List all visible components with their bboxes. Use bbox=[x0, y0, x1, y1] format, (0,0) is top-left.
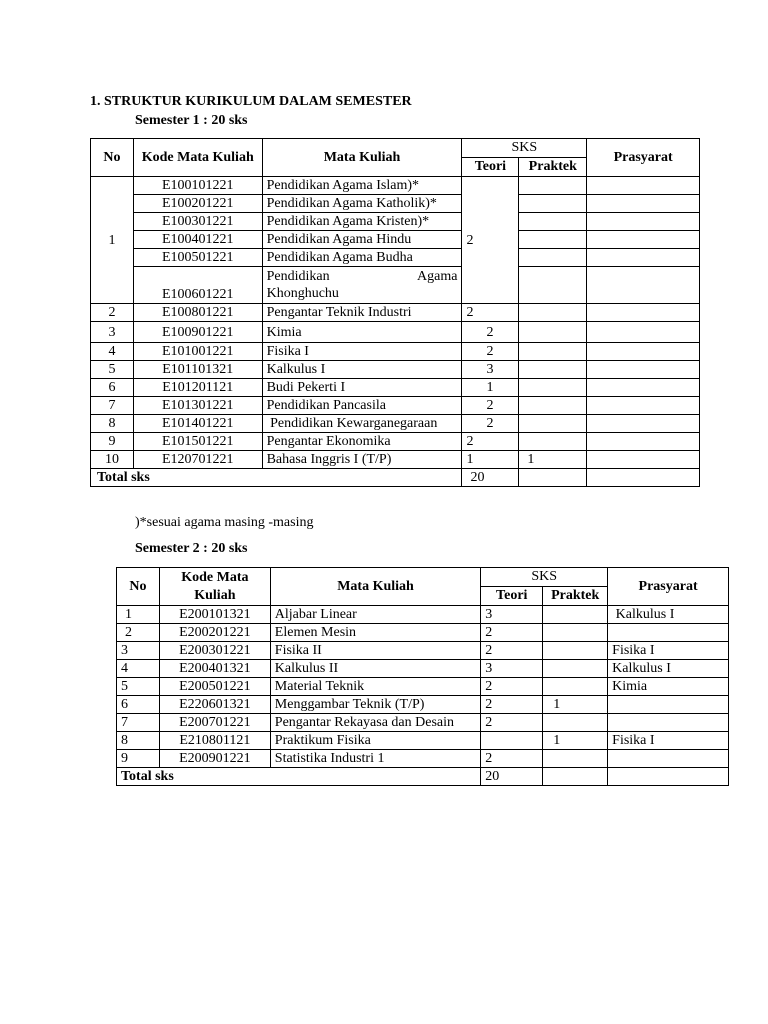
row-praktek: 1 bbox=[519, 451, 587, 469]
row-praktek bbox=[543, 750, 608, 768]
row-praktek bbox=[543, 678, 608, 696]
row-mata-kuliah: Pengantar Ekonomika bbox=[262, 433, 462, 451]
row-mata-kuliah: Statistika Industri 1 bbox=[270, 750, 480, 768]
table-row bbox=[91, 322, 700, 343]
row-kode: E101201121 bbox=[133, 379, 262, 397]
table-row bbox=[91, 249, 700, 267]
row-mata-kuliah: Pendidikan Pancasila bbox=[262, 397, 462, 415]
mk-word-2: Agama bbox=[417, 269, 458, 284]
document-heading: 1. STRUKTUR KURIKULUM DALAM SEMESTER bbox=[90, 94, 412, 109]
mk-word-3: Khonghuchu bbox=[266, 286, 339, 301]
row-praktek bbox=[519, 433, 587, 451]
table-row bbox=[117, 696, 729, 714]
row-teori: 1 bbox=[462, 379, 519, 397]
row-mata-kuliah bbox=[262, 267, 462, 304]
row-praktek bbox=[519, 267, 587, 304]
row-kode: E200101321 bbox=[159, 606, 270, 624]
row-no: 6 bbox=[91, 379, 134, 397]
header-teori: Teori bbox=[462, 158, 519, 177]
header-prasyarat: Prasyarat bbox=[608, 568, 729, 606]
row-no: 2 bbox=[117, 624, 160, 642]
table-row bbox=[117, 750, 729, 768]
total-value: 20 bbox=[462, 469, 519, 487]
row-mata-kuliah: Elemen Mesin bbox=[270, 624, 480, 642]
row-teori bbox=[481, 732, 543, 750]
table-row bbox=[91, 267, 700, 304]
row-teori: 3 bbox=[481, 660, 543, 678]
table-row bbox=[117, 732, 729, 750]
table-row bbox=[91, 304, 700, 322]
row-praktek bbox=[519, 177, 587, 195]
row-prasyarat bbox=[587, 213, 700, 231]
row-teori: 2 bbox=[481, 624, 543, 642]
row-praktek: 1 bbox=[543, 696, 608, 714]
row-teori: 2 bbox=[462, 397, 519, 415]
total-prasyarat bbox=[587, 469, 700, 487]
row-mata-kuliah: Pendidikan Agama Katholik)* bbox=[262, 195, 462, 213]
table-row bbox=[117, 678, 729, 696]
row-prasyarat bbox=[608, 624, 729, 642]
row-kode: E100901221 bbox=[133, 322, 262, 343]
row-praktek bbox=[519, 379, 587, 397]
row-kode: E200401321 bbox=[159, 660, 270, 678]
row-no: 1 bbox=[91, 177, 134, 304]
row-teori: 2 bbox=[462, 322, 519, 343]
table-row bbox=[91, 343, 700, 361]
row-no: 7 bbox=[91, 397, 134, 415]
row-praktek bbox=[519, 195, 587, 213]
row-teori: 2 bbox=[462, 177, 519, 304]
row-kode: E101001221 bbox=[133, 343, 262, 361]
row-mata-kuliah: Pengantar Teknik Industri bbox=[262, 304, 462, 322]
row-kode: E100301221 bbox=[133, 213, 262, 231]
row-mata-kuliah: Bahasa Inggris I (T/P) bbox=[262, 451, 462, 469]
row-teori: 1 bbox=[462, 451, 519, 469]
row-teori: 2 bbox=[481, 714, 543, 732]
row-teori: 2 bbox=[462, 433, 519, 451]
row-praktek bbox=[519, 304, 587, 322]
table-row bbox=[91, 213, 700, 231]
row-no: 5 bbox=[117, 678, 160, 696]
row-prasyarat bbox=[587, 379, 700, 397]
row-kode: E100801221 bbox=[133, 304, 262, 322]
header-kode: Kode Mata Kuliah bbox=[133, 139, 262, 177]
total-value: 20 bbox=[481, 768, 543, 786]
semester-2-body bbox=[117, 606, 729, 786]
table-row bbox=[91, 361, 700, 379]
row-praktek bbox=[543, 606, 608, 624]
row-no: 9 bbox=[91, 433, 134, 451]
row-kode: E200301221 bbox=[159, 642, 270, 660]
row-prasyarat bbox=[608, 750, 729, 768]
row-teori: 2 bbox=[462, 343, 519, 361]
table-row bbox=[117, 606, 729, 624]
row-no: 6 bbox=[117, 696, 160, 714]
row-prasyarat bbox=[587, 343, 700, 361]
row-praktek bbox=[519, 361, 587, 379]
row-no: 5 bbox=[91, 361, 134, 379]
row-teori: 2 bbox=[462, 304, 519, 322]
row-kode: E200901221 bbox=[159, 750, 270, 768]
row-prasyarat bbox=[587, 322, 700, 343]
row-no: 4 bbox=[91, 343, 134, 361]
total-row bbox=[91, 469, 700, 487]
row-teori: 2 bbox=[481, 750, 543, 768]
row-mata-kuliah: Pendidikan Agama Budha bbox=[262, 249, 462, 267]
row-kode: E100101221 bbox=[133, 177, 262, 195]
table-row bbox=[91, 397, 700, 415]
row-mata-kuliah: Aljabar Linear bbox=[270, 606, 480, 624]
row-prasyarat bbox=[587, 195, 700, 213]
mk-word-1: Pendidikan bbox=[266, 269, 330, 284]
row-no: 1 bbox=[117, 606, 160, 624]
row-mata-kuliah: Pengantar Rekayasa dan Desain bbox=[270, 714, 480, 732]
row-prasyarat: Fisika I bbox=[608, 732, 729, 750]
row-no: 4 bbox=[117, 660, 160, 678]
row-kode: E120701221 bbox=[133, 451, 262, 469]
header-no: No bbox=[117, 568, 160, 606]
total-prasyarat bbox=[608, 768, 729, 786]
row-mata-kuliah: Pendidikan Agama Islam)* bbox=[262, 177, 462, 195]
row-teori: 3 bbox=[481, 606, 543, 624]
header-prasyarat: Prasyarat bbox=[587, 139, 700, 177]
row-praktek bbox=[519, 415, 587, 433]
row-mata-kuliah: Kalkulus II bbox=[270, 660, 480, 678]
row-kode: E101501221 bbox=[133, 433, 262, 451]
row-no: 3 bbox=[117, 642, 160, 660]
total-row bbox=[117, 768, 729, 786]
row-praktek bbox=[543, 660, 608, 678]
row-prasyarat bbox=[587, 415, 700, 433]
row-no: 7 bbox=[117, 714, 160, 732]
header-mata-kuliah: Mata Kuliah bbox=[270, 568, 480, 606]
row-praktek bbox=[543, 714, 608, 732]
row-mata-kuliah: Budi Pekerti I bbox=[262, 379, 462, 397]
row-mata-kuliah: Material Teknik bbox=[270, 678, 480, 696]
row-teori: 3 bbox=[462, 361, 519, 379]
row-praktek bbox=[519, 231, 587, 249]
header-no: No bbox=[91, 139, 134, 177]
row-kode: E100601221 bbox=[133, 267, 262, 304]
row-praktek bbox=[519, 397, 587, 415]
table-row bbox=[117, 714, 729, 732]
table-row bbox=[91, 433, 700, 451]
row-praktek: 1 bbox=[543, 732, 608, 750]
row-prasyarat bbox=[587, 249, 700, 267]
row-prasyarat: Kalkulus I bbox=[608, 660, 729, 678]
row-teori: 2 bbox=[481, 678, 543, 696]
table-row bbox=[91, 177, 700, 195]
row-prasyarat: Fisika I bbox=[608, 642, 729, 660]
row-no: 8 bbox=[91, 415, 134, 433]
semester-2-table bbox=[116, 567, 729, 786]
row-prasyarat bbox=[587, 361, 700, 379]
row-prasyarat: Kalkulus I bbox=[608, 606, 729, 624]
row-mata-kuliah: Pendidikan Kewarganegaraan bbox=[262, 415, 462, 433]
row-praktek bbox=[519, 249, 587, 267]
row-no: 10 bbox=[91, 451, 134, 469]
row-kode: E100201221 bbox=[133, 195, 262, 213]
row-mata-kuliah: Menggambar Teknik (T/P) bbox=[270, 696, 480, 714]
row-mata-kuliah: Pendidikan Agama Hindu bbox=[262, 231, 462, 249]
table-row bbox=[91, 415, 700, 433]
row-prasyarat: Kimia bbox=[608, 678, 729, 696]
table-row bbox=[117, 642, 729, 660]
row-teori: 2 bbox=[481, 696, 543, 714]
row-praktek bbox=[519, 322, 587, 343]
row-teori: 2 bbox=[462, 415, 519, 433]
row-no: 2 bbox=[91, 304, 134, 322]
row-no: 9 bbox=[117, 750, 160, 768]
row-teori: 2 bbox=[481, 642, 543, 660]
row-mata-kuliah: Praktikum Fisika bbox=[270, 732, 480, 750]
row-kode: E101101321 bbox=[133, 361, 262, 379]
table-row bbox=[91, 451, 700, 469]
row-kode: E200701221 bbox=[159, 714, 270, 732]
row-prasyarat bbox=[587, 177, 700, 195]
header-praktek: Praktek bbox=[519, 158, 587, 177]
row-prasyarat bbox=[587, 267, 700, 304]
row-praktek bbox=[543, 642, 608, 660]
row-mata-kuliah: Fisika II bbox=[270, 642, 480, 660]
header-sks: SKS bbox=[481, 568, 608, 587]
table-row bbox=[117, 624, 729, 642]
row-praktek bbox=[519, 213, 587, 231]
header-sks: SKS bbox=[462, 139, 587, 158]
footnote: )*sesuai agama masing -masing bbox=[135, 515, 314, 530]
total-label: Total sks bbox=[91, 469, 462, 487]
row-mata-kuliah: Kimia bbox=[262, 322, 462, 343]
row-prasyarat bbox=[587, 451, 700, 469]
row-no: 8 bbox=[117, 732, 160, 750]
header-mata-kuliah: Mata Kuliah bbox=[262, 139, 462, 177]
table-row bbox=[91, 195, 700, 213]
row-mata-kuliah: Kalkulus I bbox=[262, 361, 462, 379]
row-prasyarat bbox=[587, 397, 700, 415]
total-praktek bbox=[543, 768, 608, 786]
row-kode: E101301221 bbox=[133, 397, 262, 415]
header-praktek: Praktek bbox=[543, 587, 608, 606]
header-kode: Kode Mata Kuliah bbox=[159, 568, 270, 606]
row-prasyarat bbox=[587, 433, 700, 451]
row-kode: E200201221 bbox=[159, 624, 270, 642]
row-kode: E100401221 bbox=[133, 231, 262, 249]
row-prasyarat bbox=[587, 231, 700, 249]
table-row bbox=[91, 231, 700, 249]
table-row bbox=[91, 379, 700, 397]
row-mata-kuliah: Fisika I bbox=[262, 343, 462, 361]
row-kode: E220601321 bbox=[159, 696, 270, 714]
row-no: 3 bbox=[91, 322, 134, 343]
total-praktek bbox=[519, 469, 587, 487]
header-teori: Teori bbox=[481, 587, 543, 606]
row-prasyarat bbox=[587, 304, 700, 322]
row-prasyarat bbox=[608, 696, 729, 714]
row-prasyarat bbox=[608, 714, 729, 732]
row-mata-kuliah: Pendidikan Agama Kristen)* bbox=[262, 213, 462, 231]
row-kode: E100501221 bbox=[133, 249, 262, 267]
semester-1-table bbox=[90, 138, 700, 487]
row-praktek bbox=[519, 343, 587, 361]
table-row bbox=[117, 660, 729, 678]
row-kode: E101401221 bbox=[133, 415, 262, 433]
semester-1-title: Semester 1 : 20 sks bbox=[135, 113, 248, 128]
semester-2-title: Semester 2 : 20 sks bbox=[135, 541, 248, 556]
row-kode: E210801121 bbox=[159, 732, 270, 750]
total-label: Total sks bbox=[117, 768, 481, 786]
row-kode: E200501221 bbox=[159, 678, 270, 696]
row-praktek bbox=[543, 624, 608, 642]
